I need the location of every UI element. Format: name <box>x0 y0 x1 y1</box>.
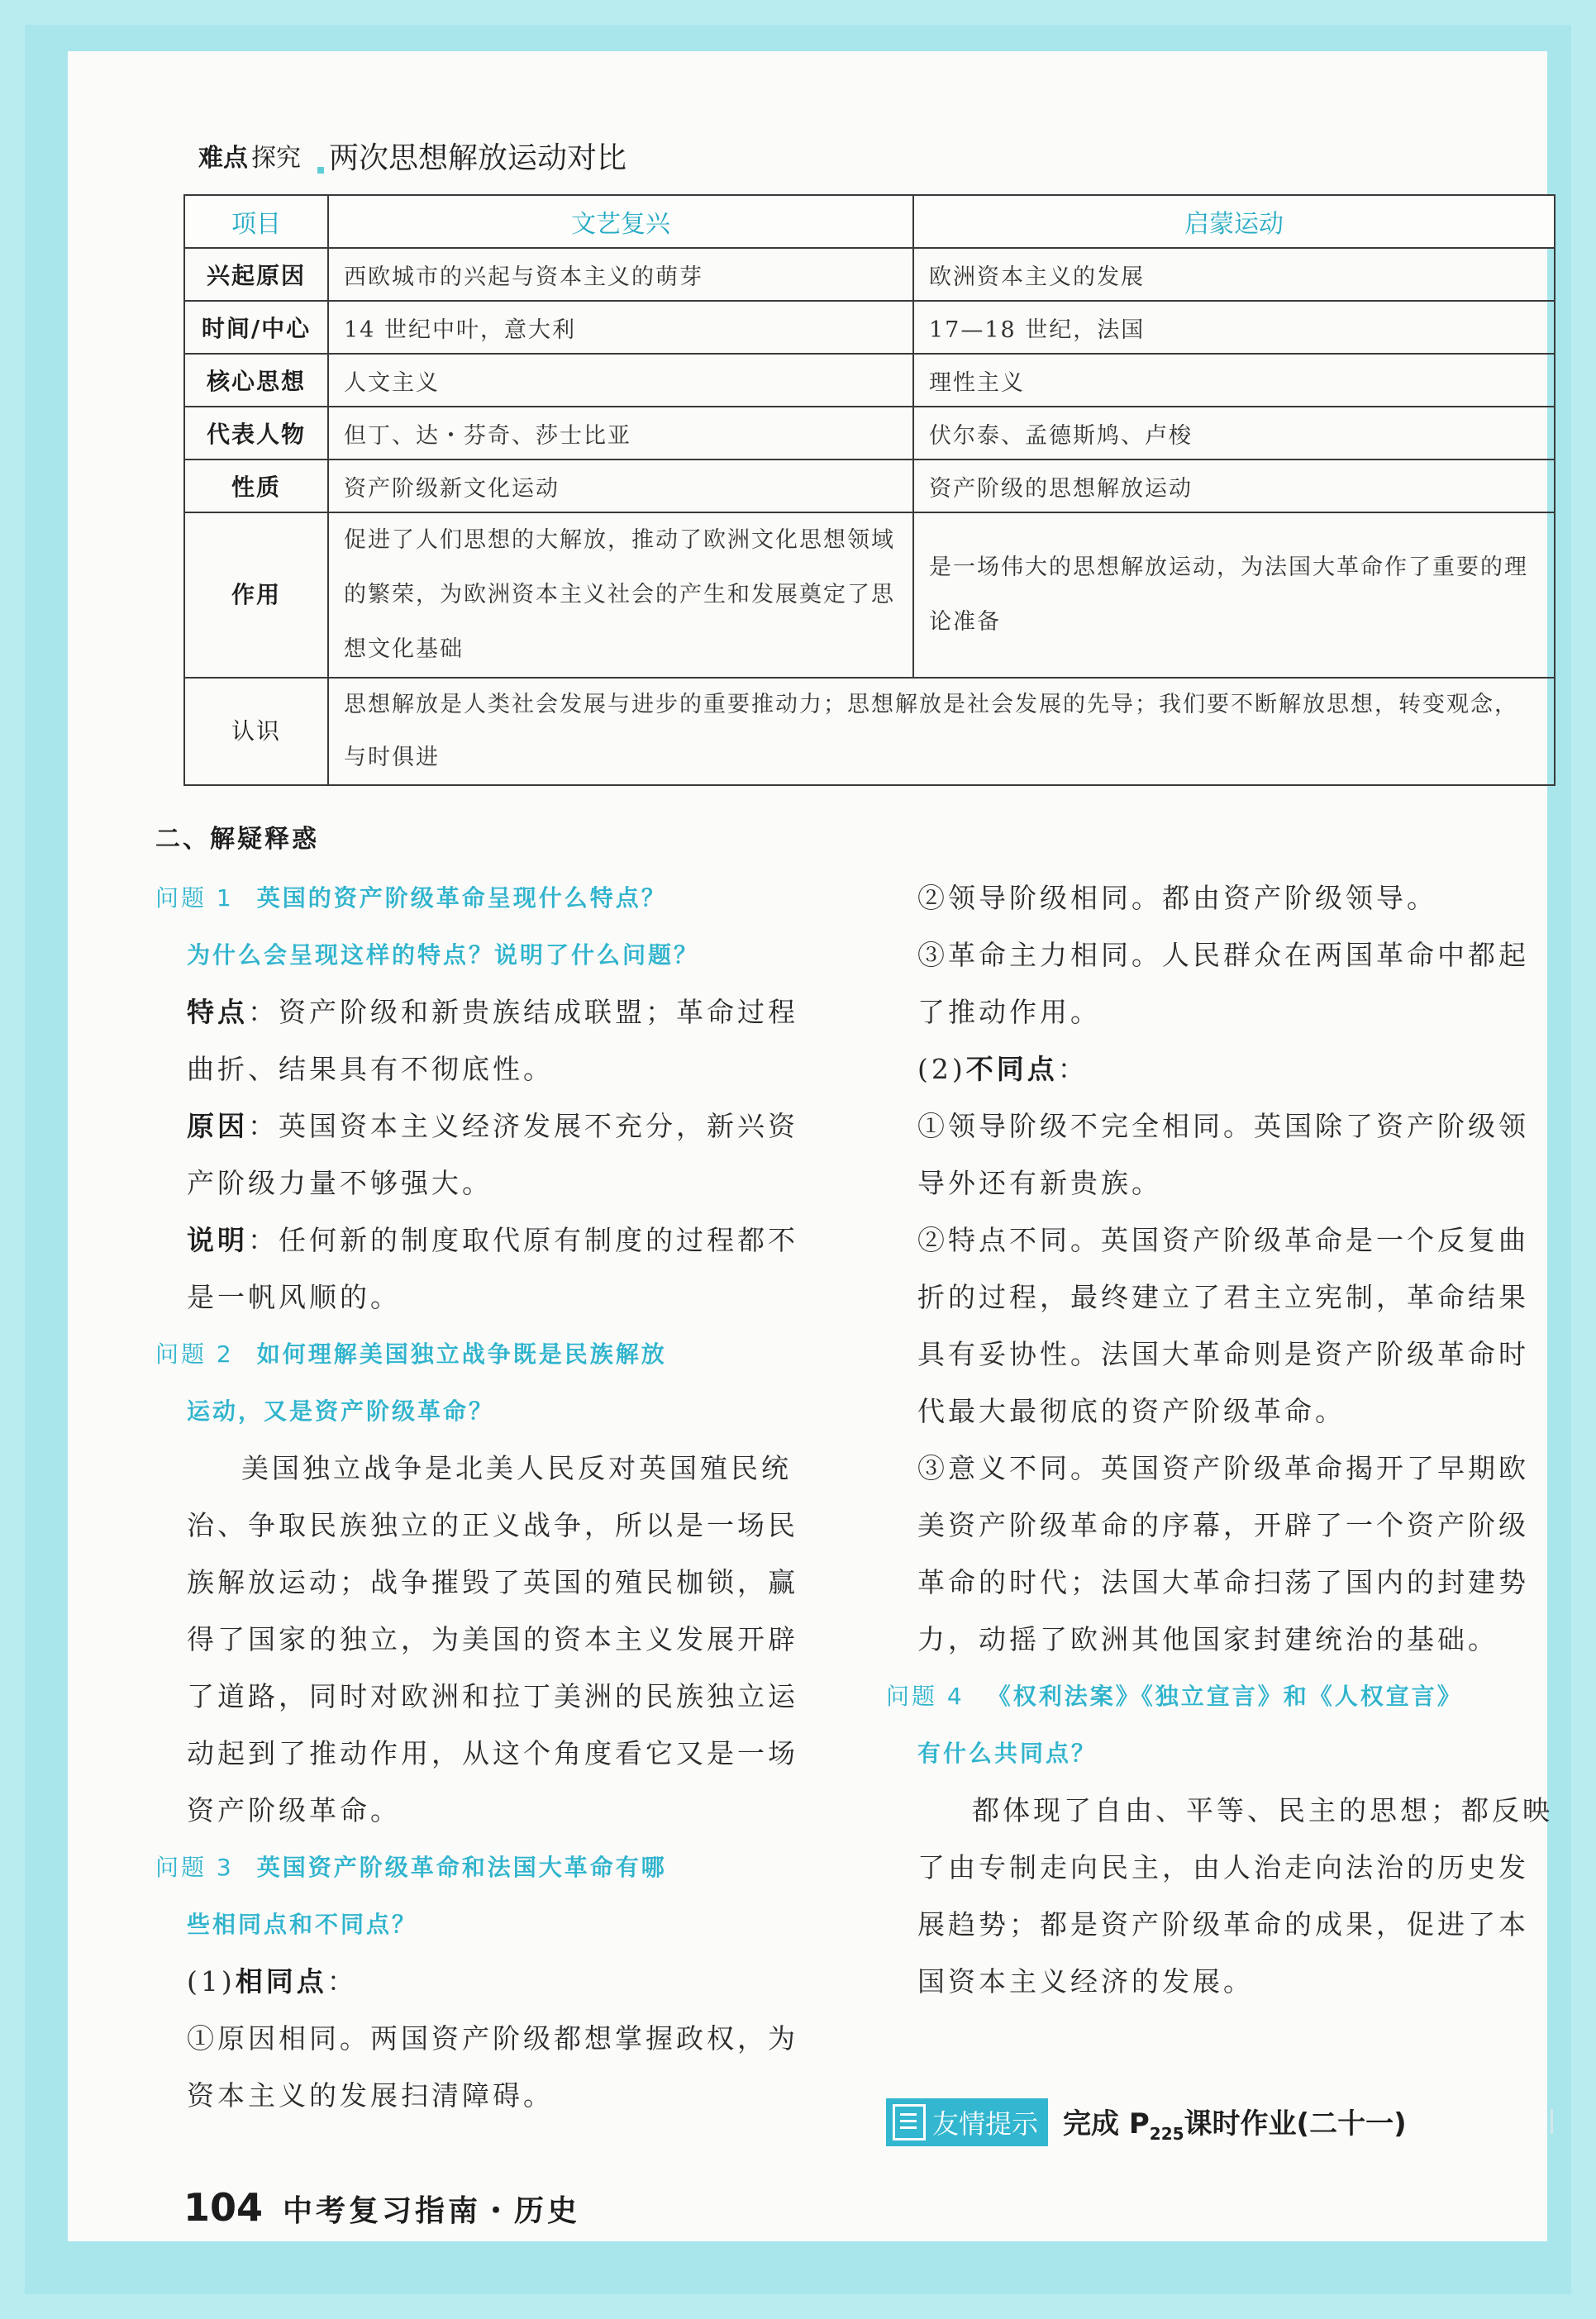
chevron-right-icon <box>1539 2109 1553 2134</box>
question-number: 问题 1 <box>155 884 234 912</box>
answer-paragraph: 特点：资产阶级和新贵族结成联盟；革命过程曲折、结果具有不彻底性。 <box>187 996 798 1085</box>
header-renaissance: 文艺复兴 <box>328 195 913 248</box>
notepad-icon <box>893 2104 926 2140</box>
question-text: 英国资产阶级革命和法国大革命有哪 <box>256 1854 667 1881</box>
tip-badge: 友情提示 <box>886 2098 1048 2146</box>
cell-renaissance: 促进了人们思想的大解放，推动了欧洲文化思想领域的繁荣，为欧洲资本主义社会的产生和发展奠定了思想文化基础 <box>328 512 913 678</box>
question-4 <box>886 1668 1556 1782</box>
question-text: 如何理解美国独立战争既是民族解放 <box>256 1340 667 1368</box>
subheading-same: (1)相同点： <box>187 1965 358 1998</box>
question-text-cont: 运动，又是资产阶级革命？ <box>187 1398 495 1425</box>
header-item: 项目 <box>184 195 328 248</box>
answer-paragraph: 美国独立战争是北美人民反对英国殖民统治、争取民族独立的正义战争，所以是一场民族解放运动；战争摧毁了英国的殖民枷锁，赢得了国家的独立，为美国的资本主义发展开辟了道路，同时对欧洲和拉丁美洲的民族独立运动起到了推动作用，从这个角度看它又是一场资产阶级革命。 <box>187 1452 798 1826</box>
cell-enlightenment: 资产阶级的思想解放运动 <box>913 460 1555 512</box>
row-label: 性质 <box>184 460 328 512</box>
tip-text: 完成 $P_{225}$课时作业(二十一) <box>1063 2107 1407 2144</box>
label-cause: 原因 <box>187 1110 248 1142</box>
table-row <box>184 301 1555 354</box>
question-2 <box>155 1326 825 1440</box>
answer-paragraph: 都体现了自由、平等、民主的思想；都反映了由专制走向民主，由人治走向法治的历史发展趋势；都是资产阶级革命的成果，促进了本国资本主义经济的发展。 <box>917 1794 1553 1998</box>
table-row <box>184 248 1555 301</box>
question-text: 《权利法案》《独立宣言》和《人权宣言》 <box>987 1683 1463 1710</box>
comparison-table <box>183 194 1556 786</box>
table-row <box>184 512 1555 678</box>
label-explain: 说明 <box>187 1224 248 1256</box>
cell-renaissance: 人文主义 <box>328 354 913 407</box>
table-row <box>184 407 1555 460</box>
question-number: 问题 4 <box>886 1683 965 1710</box>
right-column <box>886 869 1556 2010</box>
page-number: 104 <box>183 2185 264 2230</box>
answer-paragraph: ①领导阶级不完全相同。英国除了资产阶级领导外还有新贵族。 <box>917 1110 1529 1199</box>
question-number: 问题 3 <box>155 1854 234 1881</box>
table-header-row <box>184 195 1555 248</box>
left-column <box>155 869 825 2124</box>
question-3 <box>155 1839 825 1953</box>
cell-enlightenment: 理性主义 <box>913 354 1555 407</box>
row-label: 作用 <box>184 512 328 678</box>
question-text-cont: 有什么共同点？ <box>917 1740 1098 1767</box>
page-title: 两次思想解放运动对比 <box>329 135 626 177</box>
cell-enlightenment: 伏尔泰、孟德斯鸠、卢梭 <box>913 407 1555 460</box>
cell-enlightenment: 欧洲资本主义的发展 <box>913 248 1555 301</box>
book-title: 中考复习指南・历史 <box>283 2194 581 2228</box>
question-text-cont: 为什么会呈现这样的特点？说明了什么问题？ <box>187 941 700 969</box>
question-text: 英国的资产阶级革命呈现什么特点？ <box>256 884 667 912</box>
cell-renaissance: 14 世纪中叶，意大利 <box>328 301 913 354</box>
row-label: 认识 <box>184 678 328 785</box>
row-label: 兴起原因 <box>184 248 328 301</box>
answer-paragraph: ①原因相同。两国资产阶级都想掌握政权，为资本主义的发展扫清障碍。 <box>187 2022 798 2112</box>
answer-paragraph: 原因：英国资本主义经济发展不充分，新兴资产阶级力量不够强大。 <box>187 1110 798 1199</box>
homework-tip <box>886 2098 1407 2147</box>
cell-enlightenment: 是一场伟大的思想解放运动，为法国大革命作了重要的理论准备 <box>913 512 1555 678</box>
table-row <box>184 354 1555 407</box>
row-label: 时间/中心 <box>184 301 328 354</box>
question-1 <box>155 869 825 983</box>
cell-renaissance: 西欧城市的兴起与资本主义的萌芽 <box>328 248 913 301</box>
tag-difficulty: 难点 <box>198 144 248 173</box>
row-label: 代表人物 <box>184 407 328 460</box>
label-feature: 特点 <box>187 996 248 1028</box>
page-footer <box>183 2185 580 2230</box>
question-text-cont: 些相同点和不同点？ <box>187 1911 418 1938</box>
question-number: 问题 2 <box>155 1340 234 1368</box>
answer-paragraph: 说明：任何新的制度取代原有制度的过程都不是一帆风顺的。 <box>187 1224 798 1313</box>
section-heading: 二、解疑释惑 <box>155 825 319 854</box>
subheading-diff: (2)不同点： <box>917 1053 1089 1085</box>
cell-renaissance: 但丁、达・芬奇、莎士比亚 <box>328 407 913 460</box>
table-row <box>184 460 1555 512</box>
row-label: 核心思想 <box>184 354 328 407</box>
tag-explore: 探究 <box>251 144 301 173</box>
section-titlebar <box>198 131 626 180</box>
answer-paragraph: ②领导阶级相同。都由资产阶级领导。 <box>917 882 1437 914</box>
answer-paragraph: ②特点不同。英国资产阶级革命是一个反复曲折的过程，最终建立了君主立宪制，革命结果具有妥协性。法国大革命则是资产阶级革命时代最大最彻底的资产阶级革命。 <box>917 1224 1529 1427</box>
table-row <box>184 678 1555 785</box>
answer-paragraph: ③意义不同。英国资产阶级革命揭开了早期欧美资产阶级革命的序幕，开辟了一个资产阶级革命的时代；法国大革命扫荡了国内的封建势力，动摇了欧洲其他国家封建统治的基础。 <box>917 1452 1529 1655</box>
cell-enlightenment: 17—18 世纪，法国 <box>913 301 1555 354</box>
answer-paragraph: ③革命主力相同。人民群众在两国革命中都起了推动作用。 <box>917 939 1529 1028</box>
cell-summary: 思想解放是人类社会发展与进步的重要推动力；思想解放是社会发展的先导；我们要不断解放思想，转变观念，与时俱进 <box>328 678 1555 785</box>
header-enlightenment: 启蒙运动 <box>913 195 1555 248</box>
cell-renaissance: 资产阶级新文化运动 <box>328 460 913 512</box>
